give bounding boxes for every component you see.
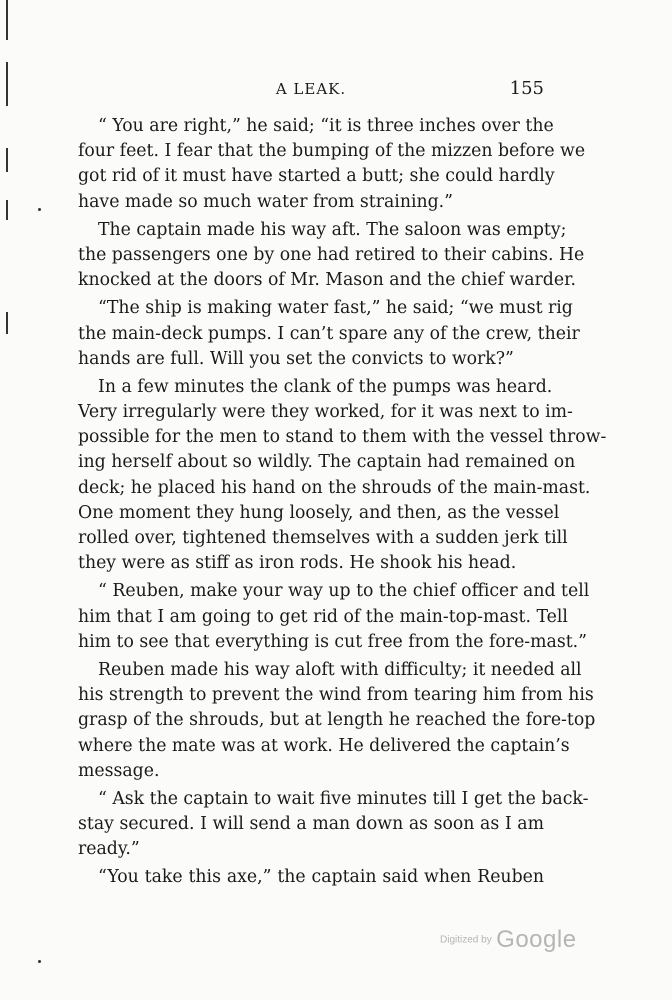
text-line: his strength to prevent the wind from tearing him from his [78, 685, 594, 706]
paragraph [78, 658, 596, 784]
text-line: ing herself about so wildly. The captain had remained on [78, 452, 576, 473]
text-line: where the mate was at work. He delivered the captain’s [78, 735, 570, 756]
text-line: The captain made his way aft. The saloon was empty; [98, 219, 567, 240]
margin-rule-mark [6, 62, 8, 106]
text-line: possible for the men to stand to them with the vessel throw- [78, 427, 607, 448]
body-text [78, 114, 607, 891]
margin-rule-mark [6, 200, 8, 220]
text-line: Very irregularly were they worked, for it was next to im- [78, 402, 573, 423]
text-line: “ Ask the captain to wait five minutes till I get the back- [98, 788, 589, 809]
paragraph [78, 375, 607, 577]
text-line: “The ship is making water fast,” he said; “we must rig [98, 298, 573, 319]
text-line: knocked at the doors of Mr. Mason and the chief warder. [78, 270, 576, 291]
text-line: ready.” [78, 839, 140, 860]
paragraph [78, 787, 589, 863]
text-line: grasp of the shrouds, but at length he reached the fore-top [78, 710, 596, 731]
margin-rule-mark [6, 148, 8, 172]
paragraph [78, 114, 586, 215]
text-line: hands are full. Will you set the convicts to work?” [78, 348, 514, 369]
margin-speck [38, 208, 41, 211]
text-line: message. [78, 760, 160, 781]
text-line: Reuben made his way aloft with difficulty; it needed all [98, 659, 582, 680]
page-header [78, 78, 544, 104]
margin-rule-mark [6, 0, 8, 40]
running-title: A LEAK. [275, 80, 347, 98]
text-line: have made so much water from straining.” [78, 191, 454, 212]
text-line: rolled over, tightened themselves with a sudden jerk till [78, 528, 568, 548]
margin-speck [38, 960, 41, 963]
text-line: him to see that everything is cut free from the fore-mast.” [78, 631, 587, 652]
text-line: One moment they hung loosely, and then, as the vessel [78, 502, 560, 523]
digitized-by-google-watermark [440, 926, 577, 954]
paragraph [78, 296, 580, 372]
text-line: stay secured. I will send a man down as soon as I am [78, 814, 544, 835]
text-line: they were as stiff as iron rods. He shook his head. [78, 553, 517, 574]
text-line: “ Reuben, make your way up to the chief officer and tell [98, 581, 590, 602]
text-line: In a few minutes the clank of the pumps was heard. [98, 376, 553, 397]
watermark-prefix: Digitized by [440, 934, 492, 946]
text-line: four feet. I fear that the bumping of the mizzen before we [78, 141, 586, 162]
paragraph [78, 218, 585, 294]
text-line: “ You are right,” he said; “it is three inches over the [98, 116, 554, 136]
text-line: “You take this axe,” the captain said when Reuben [98, 867, 544, 888]
text-line: the passengers one by one had retired to their cabins. He [78, 244, 585, 265]
text-line: him that I am going to get rid of the main-top-mast. Tell [78, 606, 568, 627]
text-line: got rid of it must have started a butt; she could hardly [78, 166, 555, 187]
text-line: the main-deck pumps. I can’t spare any of the crew, their [78, 323, 580, 344]
text-line: deck; he placed his hand on the shrouds of the main-mast. [78, 477, 591, 498]
margin-rule-mark [6, 312, 8, 334]
paragraph [78, 579, 590, 655]
google-logo-text: Google [496, 926, 577, 953]
paragraph [78, 865, 544, 890]
page-number: 155 [509, 78, 544, 99]
